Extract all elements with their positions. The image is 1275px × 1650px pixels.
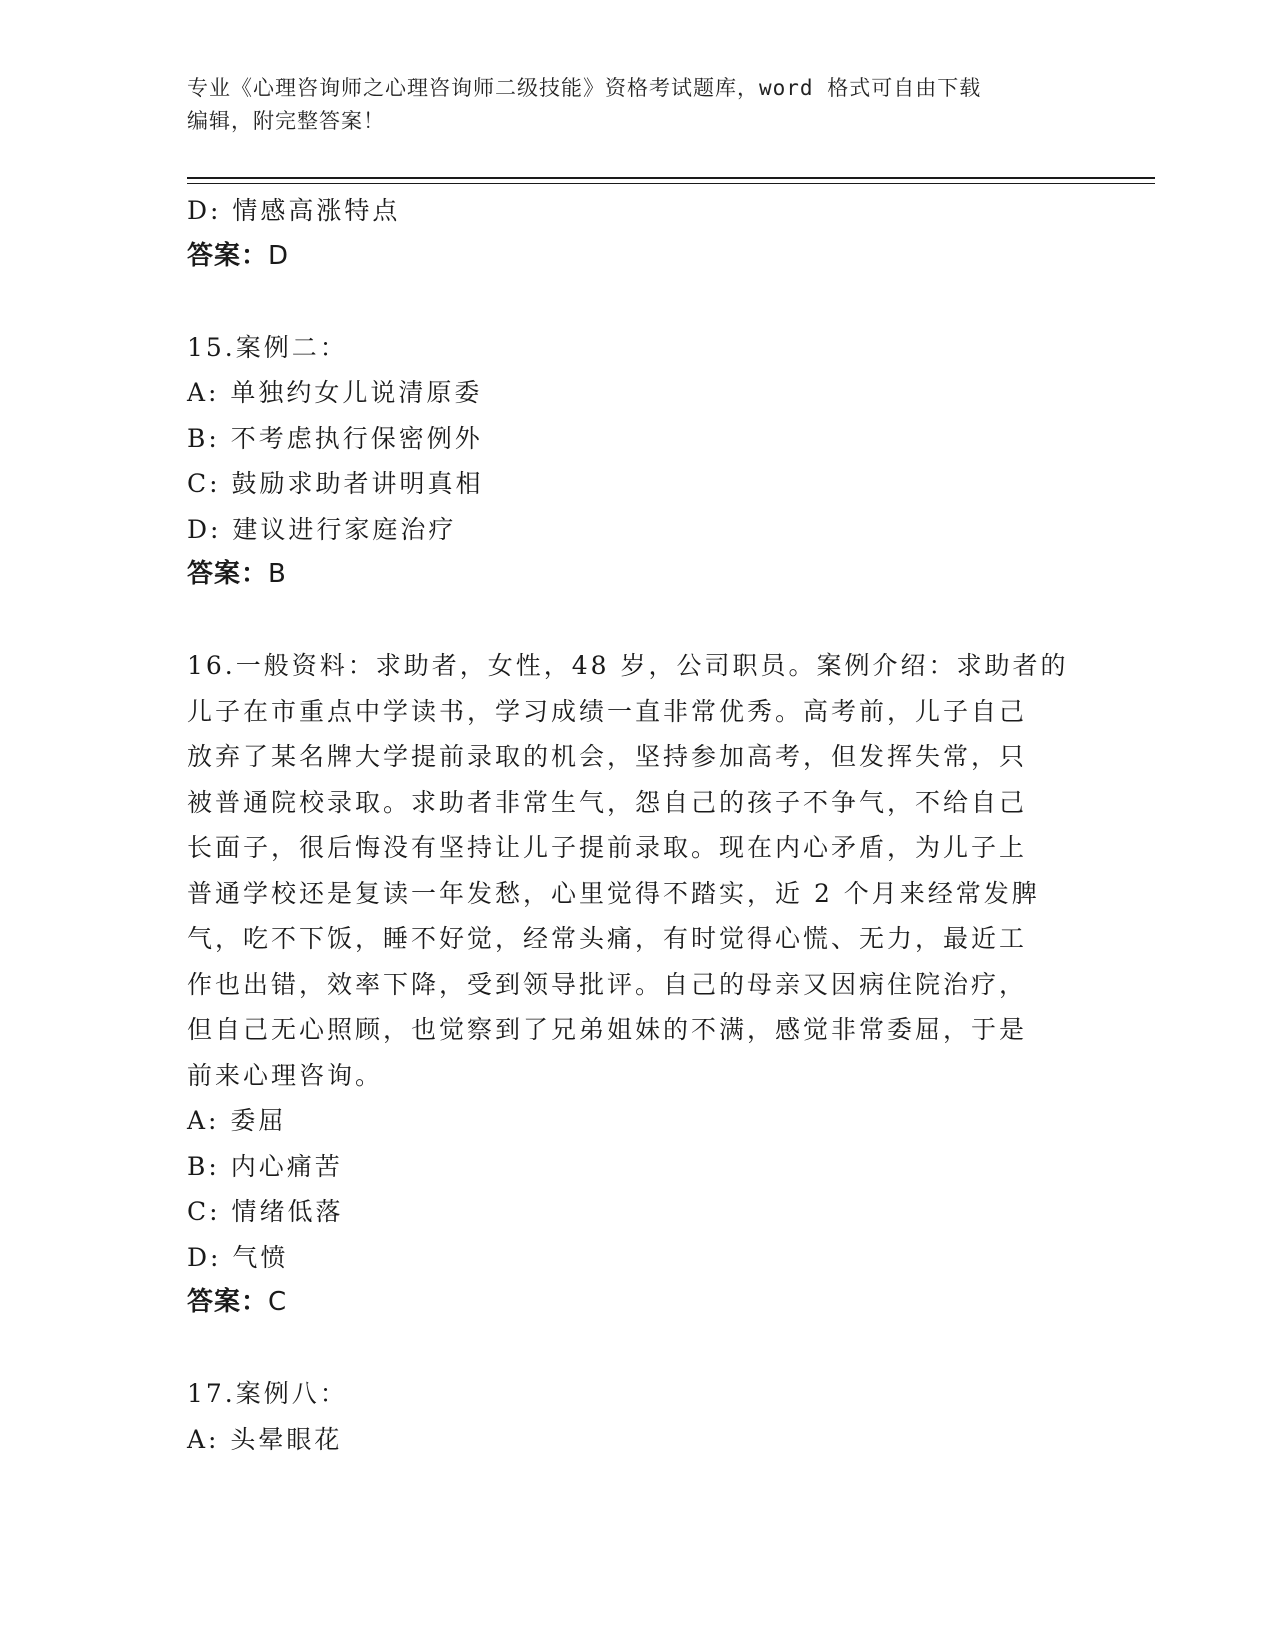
q16-stem-line: 但自己无心照顾，也觉察到了兄弟姐妹的不满，感觉非常委屈，于是 bbox=[187, 1015, 1028, 1044]
q15-option-a: A: 单独约女儿说清原委 bbox=[187, 378, 483, 407]
q15-title: 15.案例二： bbox=[187, 332, 348, 362]
q15-answer bbox=[187, 552, 1087, 598]
q14-answer bbox=[187, 234, 1087, 280]
q16-stem-line: 儿子在市重点中学读书，学习成绩一直非常优秀。高考前，儿子自己 bbox=[187, 696, 1028, 726]
q15-answer-label: 答案： bbox=[187, 559, 269, 589]
header-rule-thick bbox=[187, 177, 1155, 179]
q15-option-d: D: 建议进行家庭治疗 bbox=[187, 514, 457, 544]
header-rule-thin bbox=[187, 183, 1155, 184]
q16-answer bbox=[187, 1280, 1087, 1326]
question-content bbox=[187, 188, 1087, 1462]
q16-stem-line: 被普通院校录取。求助者非常生气，怨自己的孩子不争气，不给自己 bbox=[187, 787, 1028, 817]
q16-option-d: D: 气愤 bbox=[187, 1242, 289, 1272]
q16-stem-line: 放弃了某名牌大学提前录取的机会，坚持参加高考，但发挥失常，只 bbox=[187, 742, 1028, 771]
spacer bbox=[187, 279, 1087, 325]
q14-answer-label: 答案： bbox=[187, 240, 269, 271]
q16-stem bbox=[187, 643, 1087, 1098]
q16-answer-label: 答案： bbox=[187, 1287, 269, 1317]
q16-stem-line: 作也出错，效率下降，受到领导批评。自己的母亲又因病住院治疗， bbox=[187, 969, 1028, 999]
q17-title: 17.案例八： bbox=[187, 1379, 348, 1408]
header-line-2: 编辑，附完整答案！ bbox=[187, 109, 385, 133]
q16-stem-line: 气，吃不下饭，睡不好觉，经常头痛，有时觉得心慌、无力，最近工 bbox=[187, 924, 1028, 953]
header-line-1: 专业《心理咨询师之心理咨询师二级技能》资格考试题库，word 格式可自由下载 bbox=[187, 76, 982, 100]
q16-option-b: B: 内心痛苦 bbox=[187, 1151, 343, 1181]
q16-option-c: C: 情绪低落 bbox=[187, 1197, 344, 1226]
spacer bbox=[187, 1326, 1087, 1372]
q14-answer-value: D bbox=[268, 240, 290, 271]
q16-stem-line: 普通学校还是复读一年发愁，心里觉得不踏实，近 2 个月来经常发脾 bbox=[187, 878, 1040, 908]
q15-option-b: B: 不考虑执行保密例外 bbox=[187, 423, 483, 453]
q16-stem-line: 长面子，很后悔没有坚持让儿子提前录取。现在内心矛盾，为儿子上 bbox=[187, 833, 1028, 862]
document-header bbox=[187, 72, 1087, 138]
q15-option-c: C: 鼓励求助者讲明真相 bbox=[187, 469, 484, 498]
q16-stem-line: 16.一般资料：求助者，女性，48 岁，公司职员。案例介绍：求助者的 bbox=[187, 651, 1069, 680]
q16-answer-value: C bbox=[268, 1287, 288, 1317]
q14-option-d: D: 情感高涨特点 bbox=[187, 196, 401, 225]
q15-answer-value: B bbox=[268, 559, 287, 589]
q16-option-a: A: 委屈 bbox=[187, 1106, 287, 1135]
q17-option-a: A: 头晕眼花 bbox=[187, 1424, 343, 1454]
spacer bbox=[187, 598, 1087, 644]
q16-stem-line: 前来心理咨询。 bbox=[187, 1060, 384, 1090]
